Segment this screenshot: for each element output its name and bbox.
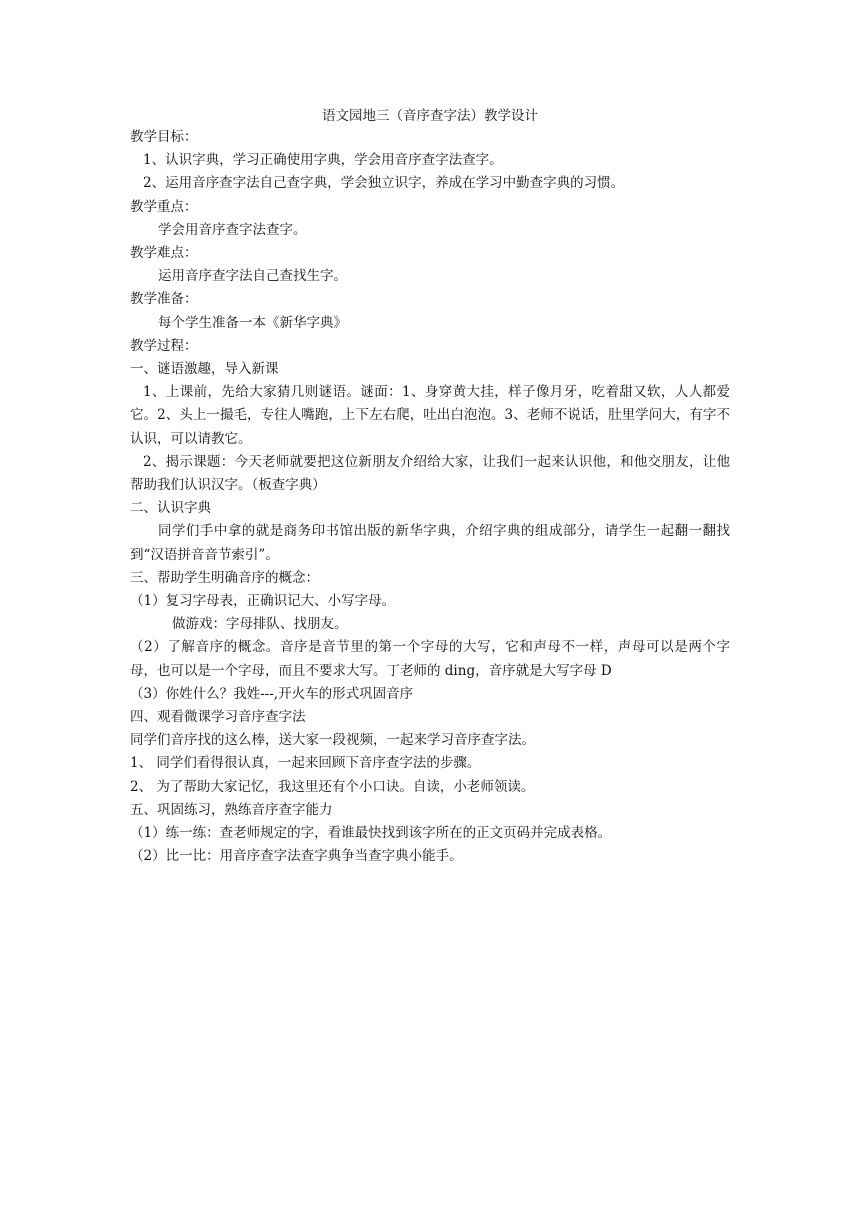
step-3-surname-game: （3）你姓什么？我姓---,开火车的形式巩固音序 [130, 685, 414, 702]
preparation-text: 每个学生准备一本《新华字典》 [158, 314, 347, 331]
document-body [130, 126, 730, 869]
heading-teaching-objectives: 教学目标： [130, 129, 198, 145]
section-heading-2: 二、认识字典 [130, 500, 211, 517]
objective-item-2: 2、运用音序查字法自己查字典，学会独立识字，养成在学习中勤查字典的习惯。 [143, 175, 625, 192]
section-heading-5: 五、巩固练习，熟练音序查字能力 [130, 801, 333, 818]
reveal-topic-paragraph: 2、揭示课题：今天老师就要把这位新朋友介绍给大家，让我们一起来认识他，和他交朋友，让他帮助我们认识汉字。（板查字典） [130, 453, 730, 494]
practice-item-1: （1）练一练：查老师规定的字，看谁最快找到该字所在的正文页码并完成表格。 [130, 825, 612, 842]
dictionary-intro-paragraph: 同学们手中拿的就是商务印书馆出版的新华字典，介绍字典的组成部分，请学生一起翻一翻找到“汉语拼音音节索引”。 [130, 523, 730, 563]
heading-teaching-process: 教学过程： [130, 337, 198, 354]
game-text: 做游戏：字母排队、找朋友。 [172, 616, 348, 633]
section-heading-1: 一、谜语激趣，导入新课 [130, 361, 279, 378]
section-heading-4: 四、观看微课学习音序查字法 [130, 709, 306, 726]
review-step-1: 1、 同学们看得很认真，一起来回顾下音序查字法的步骤。 [130, 755, 481, 772]
section-heading-3: 三、帮助学生明确音序的概念： [130, 569, 319, 586]
step-2-sequence-concept: （2）了解音序的概念。音序是音节里的第一个字母的大写，它和声母不一样，声母可以是两个字母，也可以是一个字母，而且不要求大写。丁老师的 ding，音序就是大写字母 D [130, 639, 730, 679]
riddle-paragraph: 1、上课前，先给大家猜几则谜语。谜面：1、身穿黄大挂，样子像月牙，吃着甜又软，人人都爱它。2、头上一撮毛，专往人嘴跑，上下左右爬，吐出白泡泡。3、老师不说话，肚里学问大，有字不认识，可以请教它。 [130, 384, 730, 447]
document-title: 语文园地三（音序查字法）教学设计 [322, 108, 538, 124]
difficulty-text: 运用音序查字法自己查找生字。 [158, 268, 347, 285]
key-point-text: 学会用音序查字法查字。 [158, 221, 307, 238]
heading-key-points: 教学重点： [130, 198, 198, 215]
review-step-2: 2、 为了帮助大家记忆，我这里还有个小口诀。自读，小老师领读。 [130, 778, 535, 795]
video-intro-text: 同学们音序找的这么棒，送大家一段视频，一起来学习音序查字法。 [130, 732, 535, 749]
objective-item-1: 1、认识字典，学习正确使用字典，学会用音序查字法查字。 [143, 152, 503, 169]
practice-item-2: （2）比一比：用音序查字法查字典争当查字典小能手。 [130, 848, 463, 865]
heading-preparation: 教学准备： [130, 291, 198, 308]
step-1-review-alphabet: （1）复习字母表，正确识记大、小写字母。 [130, 593, 396, 610]
heading-difficulties: 教学难点： [130, 245, 198, 262]
